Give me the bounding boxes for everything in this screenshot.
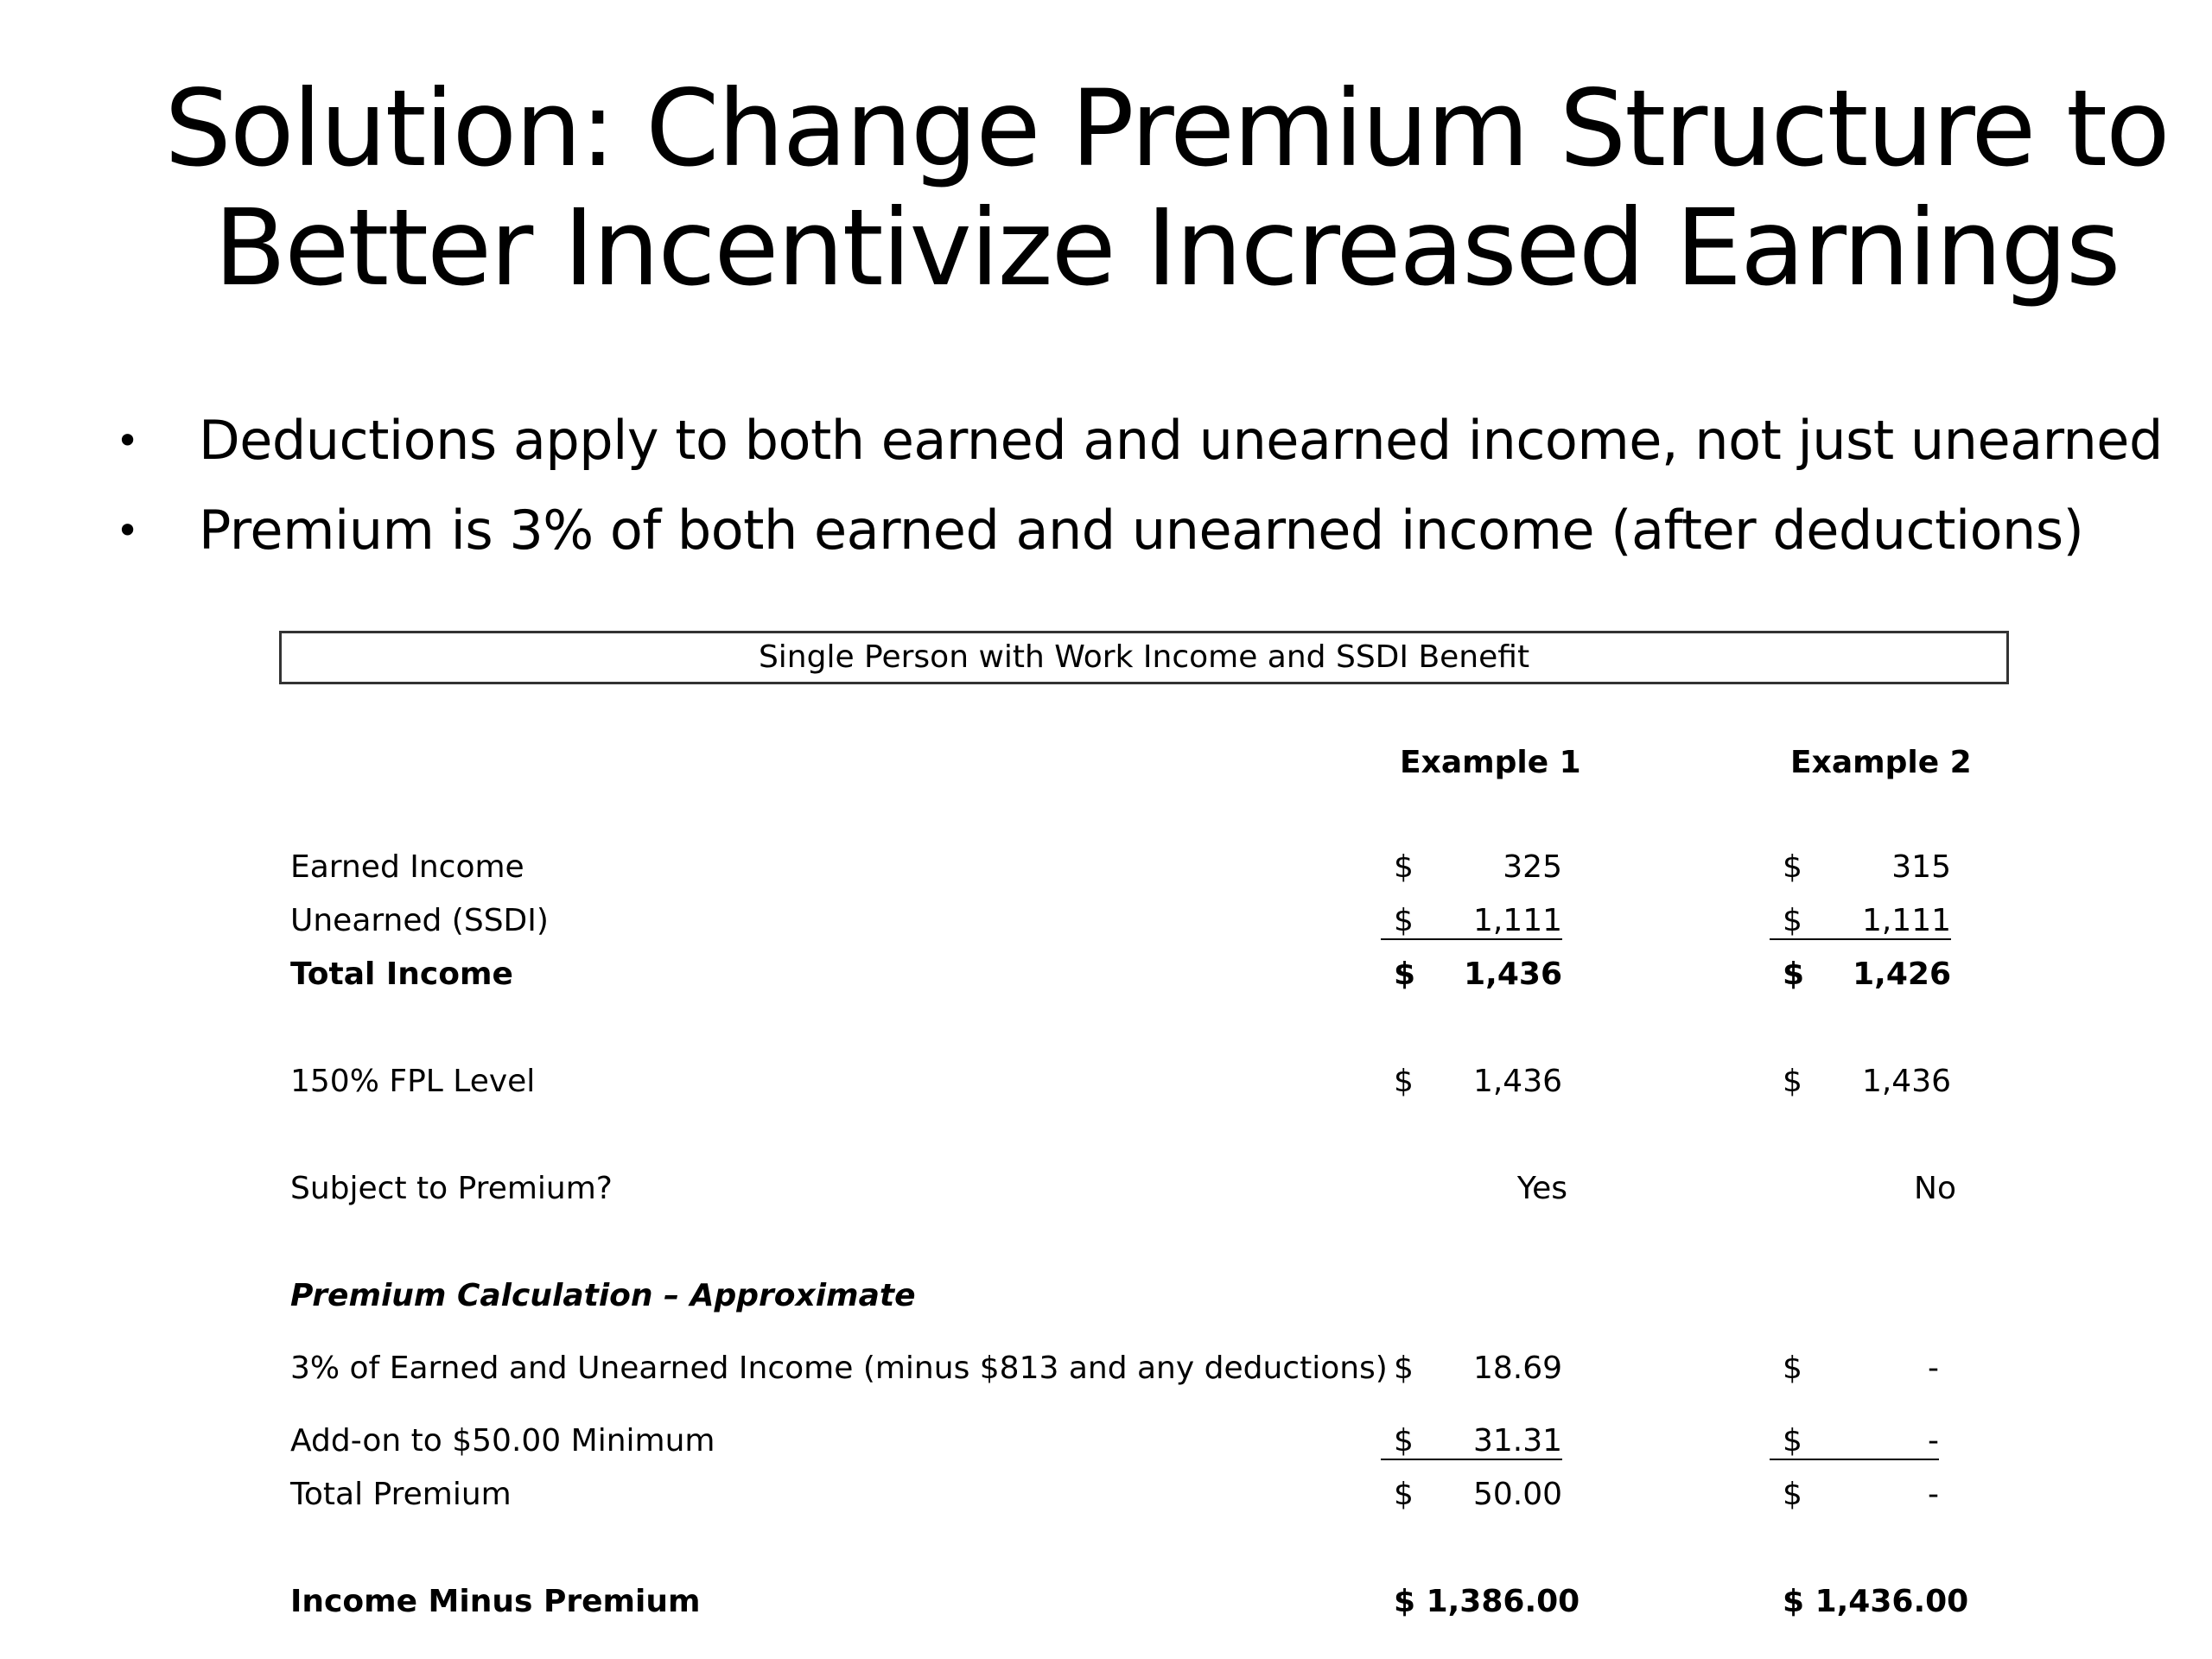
three-percent-example-1	[1381, 1348, 1562, 1389]
row-label: Unearned (SSDI)	[290, 903, 549, 938]
earned-income-example-1	[1381, 847, 1562, 888]
amount: 31.31	[1472, 1423, 1562, 1459]
section-heading: Premium Calculation – Approximate	[290, 1278, 916, 1313]
column-header-example-2: Example 2	[1790, 745, 1972, 780]
three-percent-example-2	[1770, 1348, 1951, 1389]
bullet-dot: •	[116, 417, 139, 464]
unearned-income-example-2	[1770, 900, 1951, 940]
income-minus-premium-example-1	[1381, 1581, 1580, 1623]
currency-sign: $	[1783, 1351, 1802, 1386]
subject-to-premium-example-2: No	[1914, 1171, 1956, 1206]
amount: -	[1928, 1423, 1939, 1459]
currency-sign: $	[1394, 849, 1414, 885]
currency-sign: $	[1394, 1351, 1414, 1386]
row-earned-income	[0, 847, 2212, 888]
row-subject-to-premium	[0, 1168, 2212, 1210]
slide-title	[0, 69, 2212, 308]
total-premium-example-2	[1770, 1474, 1951, 1516]
row-label: 3% of Earned and Unearned Income (minus $813 and any deductions)	[290, 1351, 1388, 1386]
amount: 325	[1503, 849, 1562, 885]
currency-sign: $	[1783, 1064, 1802, 1099]
amount: -	[1928, 1351, 1939, 1386]
total-income-example-2	[1770, 954, 1951, 995]
add-on-example-1	[1381, 1421, 1562, 1460]
currency-sign: $	[1783, 1423, 1802, 1459]
row-label: Total Income	[290, 957, 513, 992]
bullet-item	[112, 396, 2163, 486]
row-label: Income Minus Premium	[290, 1584, 701, 1619]
row-total-income	[0, 954, 2212, 995]
amount: 1,426	[1853, 957, 1951, 992]
amount: 1,111	[1861, 903, 1951, 938]
slide-title-line-1: Solution: Change Premium Structure to	[164, 67, 2169, 190]
currency-sign: $	[1394, 1064, 1414, 1099]
income-minus-premium-example-2	[1770, 1581, 1969, 1623]
earned-income-example-2	[1770, 847, 1951, 888]
amount: 18.69	[1472, 1351, 1562, 1386]
currency-sign: $	[1783, 957, 1805, 992]
row-add-on-minimum	[0, 1421, 2212, 1462]
row-income-minus-premium	[0, 1581, 2212, 1623]
bullet-dot: •	[116, 507, 139, 554]
row-label: Earned Income	[290, 849, 524, 885]
row-total-premium	[0, 1474, 2212, 1516]
amount: -	[1928, 1477, 1939, 1512]
row-fpl-level	[0, 1061, 2212, 1103]
row-premium-calculation-heading	[0, 1275, 2212, 1317]
row-unearned-income	[0, 900, 2212, 942]
amount: 1,436	[1464, 957, 1562, 992]
amount: 1,111	[1472, 903, 1562, 938]
row-label: Add-on to $50.00 Minimum	[290, 1423, 715, 1459]
currency-sign: $	[1783, 849, 1802, 885]
total-premium-example-1	[1381, 1474, 1562, 1516]
amount: 315	[1891, 849, 1951, 885]
amount: $ 1,436.00	[1783, 1584, 1969, 1619]
amount: $ 1,386.00	[1394, 1584, 1580, 1619]
amount: 1,436	[1472, 1064, 1562, 1099]
row-label: 150% FPL Level	[290, 1064, 536, 1099]
total-income-example-1	[1381, 954, 1562, 995]
fpl-level-example-2	[1770, 1061, 1951, 1103]
currency-sign: $	[1783, 903, 1802, 938]
row-three-percent	[0, 1348, 2212, 1389]
bullet-item	[112, 486, 2163, 575]
currency-sign: $	[1394, 903, 1414, 938]
bullet-list	[112, 396, 2163, 575]
amount: 1,436	[1861, 1064, 1951, 1099]
bullet-text: Premium is 3% of both earned and unearned income (after deductions)	[199, 499, 2084, 562]
table-header: Single Person with Work Income and SSDI Benefit	[279, 631, 2009, 684]
fpl-level-example-1	[1381, 1061, 1562, 1103]
subject-to-premium-example-1: Yes	[1516, 1171, 1567, 1206]
add-on-example-2	[1770, 1421, 1939, 1460]
currency-sign: $	[1394, 957, 1416, 992]
currency-sign: $	[1783, 1477, 1802, 1512]
bullet-text: Deductions apply to both earned and unearned income, not just unearned	[199, 409, 2163, 472]
row-label: Total Premium	[290, 1477, 512, 1512]
column-header-example-1: Example 1	[1400, 745, 1581, 780]
slide-title-line-2: Better Incentivize Increased Earnings	[213, 187, 2120, 309]
unearned-income-example-1	[1381, 900, 1562, 940]
currency-sign: $	[1394, 1423, 1414, 1459]
currency-sign: $	[1394, 1477, 1414, 1512]
row-label: Subject to Premium?	[290, 1171, 613, 1206]
amount: 50.00	[1472, 1477, 1562, 1512]
